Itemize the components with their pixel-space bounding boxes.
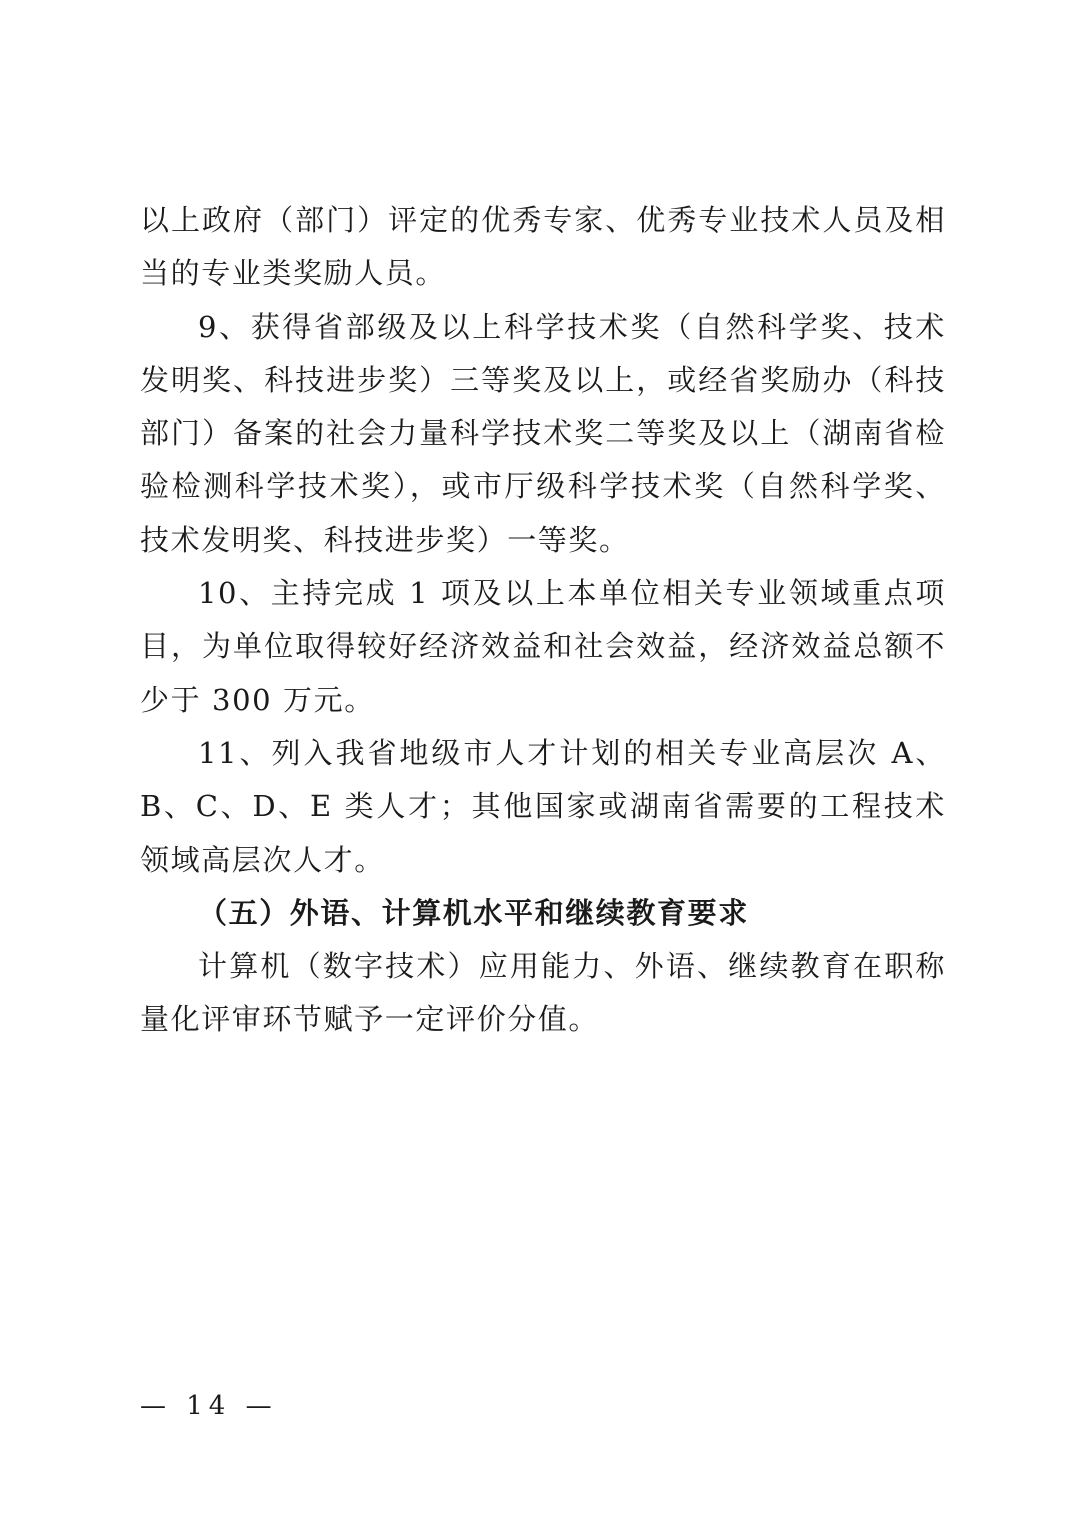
paragraph-item-9: 9、获得省部级及以上科学技术奖（自然科学奖、技术发明奖、科技进步奖）三等奖及以上，或经省奖励办（科技部门）备案的社会力量科学技术奖二等奖及以上（湖南省检验检测科学技术奖），或市厅级科学技术奖（自然科学奖、技术发明奖、科技进步奖）一等奖。 bbox=[140, 309, 946, 557]
document-body bbox=[140, 194, 946, 1047]
paragraph-item-10: 10、主持完成 1 项及以上本单位相关专业领域重点项目，为单位取得较好经济效益和社会效益，经济效益总额不少于 300 万元。 bbox=[140, 576, 946, 717]
paragraph-item-11: 11、列入我省地级市人才计划的相关专业高层次 A、B、C、D、E 类人才；其他国家或湖南省需要的工程技术领域高层次人才。 bbox=[140, 735, 946, 877]
section-paragraph: 计算机（数字技术）应用能力、外语、继续教育在职称量化评审环节赋予一定评价分值。 bbox=[140, 949, 946, 1037]
page-number: — 14 — bbox=[140, 1391, 278, 1421]
paragraph-continuation: 以上政府（部门）评定的优秀专家、优秀专业技术人员及相当的专业类奖励人员。 bbox=[140, 203, 946, 291]
section-heading: （五）外语、计算机水平和继续教育要求 bbox=[198, 895, 749, 930]
